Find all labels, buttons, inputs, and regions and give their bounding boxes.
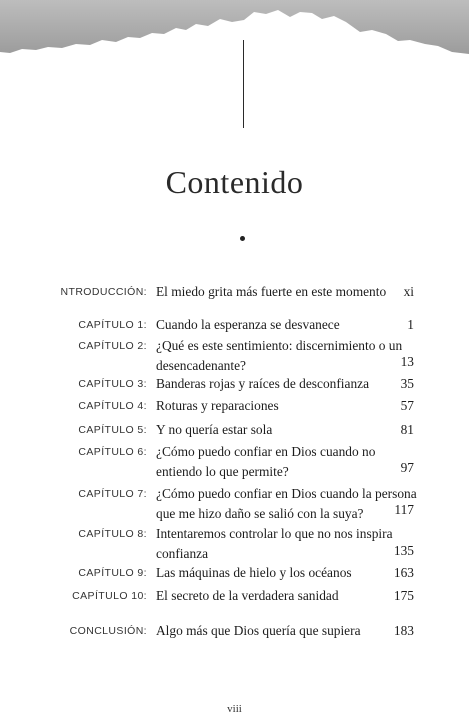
entry-page: 13	[400, 354, 414, 369]
entry-page: 183	[393, 623, 414, 638]
entry-title: El secreto de la verdadera sanidad	[156, 588, 339, 603]
entry-page: 117	[394, 502, 414, 517]
entry-page: 163	[393, 565, 414, 580]
entry-label: CAPÍTULO 9:	[78, 567, 147, 579]
entry-label: CAPÍTULO 6:	[78, 446, 147, 458]
entry-title-line-2: entiendo lo que permite?	[156, 464, 289, 479]
page-title: Contenido	[165, 164, 304, 200]
entry-title: ¿Qué es este sentimiento: discernimiento o un	[156, 338, 403, 353]
entry-label: CAPÍTULO 3:	[78, 378, 147, 390]
entry-title: Cuando la esperanza se desvanece	[156, 317, 340, 332]
entry-page: 57	[400, 398, 414, 413]
entry-title: Algo más que Dios quería que supiera	[156, 623, 361, 638]
entry-title: Banderas rojas y raíces de desconfianza	[156, 376, 370, 391]
entry-title: Las máquinas de hielo y los océanos	[156, 565, 352, 580]
entry-title-line-2: desencadenante?	[156, 358, 246, 373]
entry-label: CAPÍTULO 7:	[78, 488, 147, 500]
entry-title: El miedo grita más fuerte en este momento	[156, 284, 387, 299]
entry-label: CAPÍTULO 5:	[78, 424, 147, 436]
entry-page: 97	[400, 460, 414, 475]
entry-label: CAPÍTULO 10:	[72, 590, 147, 602]
entry-title-line-2: que me hizo daño se salió con la suya?	[156, 506, 364, 521]
entry-page: 1	[407, 317, 414, 332]
entry-label: CAPÍTULO 8:	[78, 528, 147, 540]
entry-title: Y no quería estar sola	[156, 422, 273, 437]
entry-title: ¿Cómo puedo confiar en Dios cuando la persona	[156, 486, 417, 501]
entry-label: CAPÍTULO 2:	[78, 340, 147, 352]
entry-title: Roturas y reparaciones	[156, 398, 279, 413]
entry-label: NTRODUCCIÓN:	[60, 286, 147, 298]
page-number: viii	[227, 703, 242, 715]
entry-page: 175	[393, 588, 414, 603]
entry-page: xi	[403, 284, 414, 299]
entry-title-line-2: confianza	[156, 546, 209, 561]
entry-page: 135	[393, 543, 414, 558]
entry-page: 81	[400, 422, 414, 437]
entry-page: 35	[400, 376, 414, 391]
entry-label: CONCLUSIÓN:	[69, 625, 147, 637]
entry-title: Intentaremos controlar lo que no nos inspira	[156, 526, 393, 541]
entry-label: CAPÍTULO 4:	[78, 400, 147, 412]
entry-title: ¿Cómo puedo confiar en Dios cuando no	[156, 444, 376, 459]
entry-label: CAPÍTULO 1:	[78, 319, 147, 331]
